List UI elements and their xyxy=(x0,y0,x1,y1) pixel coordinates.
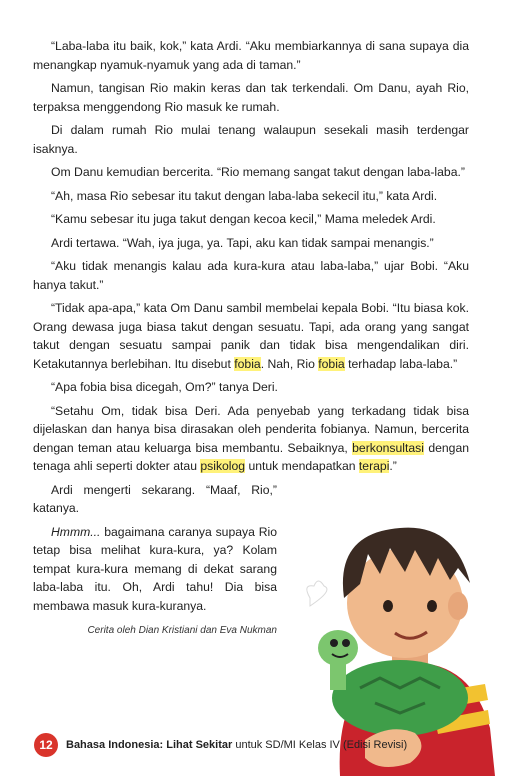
paragraph: Om Danu kemudian bercerita. “Rio memang sangat takut dengan laba-laba.” xyxy=(51,165,465,179)
author-credit: Cerita oleh Dian Kristiani dan Eva Nukman xyxy=(87,625,277,636)
paragraph: “Aku tidak menangis kalau ada kura-kura atau laba-laba,” ujar Bobi. “Aku hanya takut.” xyxy=(33,259,469,292)
book-title: Bahasa Indonesia: Lihat Sekitar untuk SD/MI Kelas IV (Edisi Revisi) xyxy=(66,739,408,751)
paragraph: Di dalam rumah Rio mulai tenang walaupun sesekali masih terdengar isaknya. xyxy=(33,123,469,156)
paragraph: “Kamu sebesar itu juga takut dengan kecoa kecil,” Mama meledek Ardi. xyxy=(51,212,436,226)
paragraph: Ardi mengerti sekarang. “Maaf, Rio,” katanya. xyxy=(33,482,277,515)
highlighted-term: berkonsultasi xyxy=(352,440,424,455)
page-footer xyxy=(34,734,407,756)
paragraph: Hmmm... bagaimana caranya supaya Rio tetap bisa melihat kura-kura, ya? Kolam tempat kura-kura memang di dekat sarang laba-laba itu. Oh, Ardi tahu! Dia bisa membawa masuk kura-kuranya. xyxy=(33,524,277,613)
highlighted-term: fobia xyxy=(318,356,345,371)
paragraph: “Setahu Om, tidak bisa Deri. Ada penyebab yang terkadang tidak bisa dijelaskan dan hanya bisa dirasakan oleh penderita fobianya. Namun, bercerita dengan teman atau keluarga bisa membantu. Sebaiknya, berkonsultasi dengan tenaga ahli seperti dokter atau psikolog untuk mendapatkan terapi.” xyxy=(33,403,469,473)
paragraph: “Laba-laba itu baik, kok,” kata Ardi. “Aku membiarkannya di sana supaya dia menangkap nyamuk-nyamuk yang ada di taman.” xyxy=(33,39,469,72)
paragraph: “Apa fobia bisa dicegah, Om?” tanya Deri. xyxy=(51,380,278,394)
paragraph: Ardi tertawa. “Wah, iya juga, ya. Tapi, aku kan tidak sampai menangis.” xyxy=(51,235,434,250)
highlighted-term: psikolog xyxy=(200,459,246,473)
paragraph: “Ah, masa Rio sebesar itu takut dengan laba-laba sekecil itu,” kata Ardi. xyxy=(51,188,438,203)
paragraph: Namun, tangisan Rio makin keras dan tak terkendali. Om Danu, ayah Rio, terpaksa menggendong Rio masuk ke rumah. xyxy=(33,81,469,114)
page-number-badge: 12 xyxy=(34,733,58,757)
paragraph: “Tidak apa-apa,” kata Om Danu sambil membelai kepala Bobi. “Itu biasa kok. Orang dewasa juga biasa takut dengan sesuatu. Tapi, ada orang yang sangat takut dengan sesuatu sampai panik dan tidak bisa mengendalikan diri. Ketakutannya berlebihan. Itu disebut fobia. Nah, Rio fobia terhadap laba-laba.” xyxy=(33,301,469,371)
highlighted-term: terapi xyxy=(358,459,390,473)
highlighted-term: fobia xyxy=(234,356,261,371)
boy-with-turtle-illustration xyxy=(280,488,519,776)
